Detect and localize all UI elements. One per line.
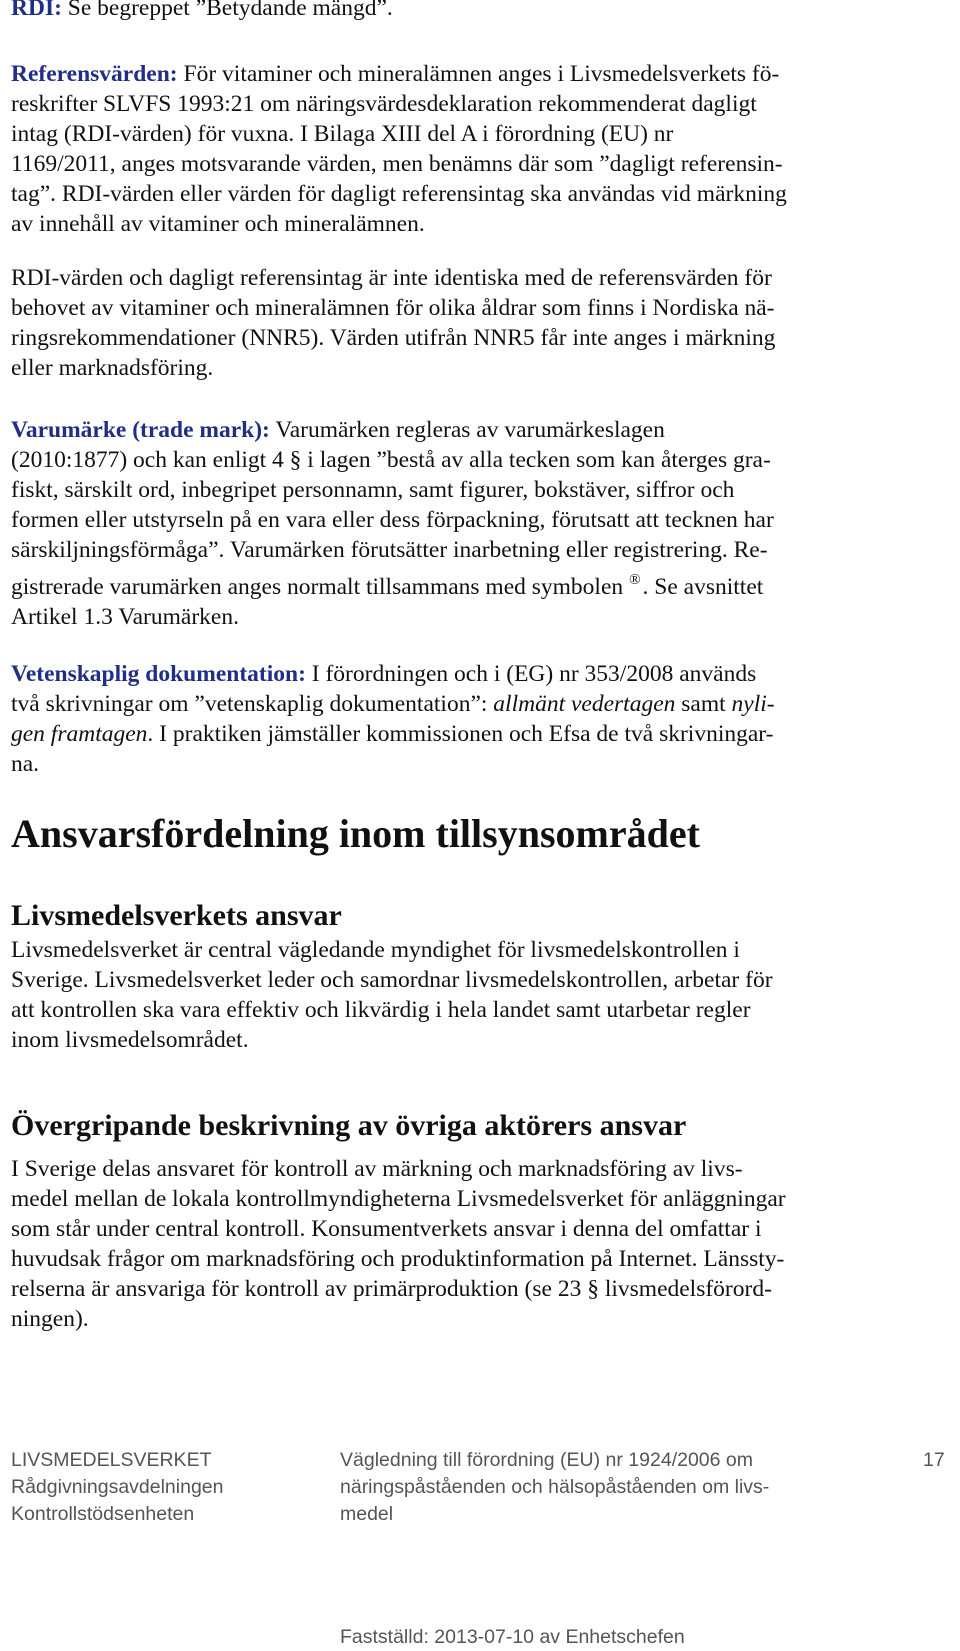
text-line: . Se avsnittet [642,574,764,600]
footer-organization [11,1447,224,1528]
rdi-term: RDI: [11,0,62,21]
footer-line: Rådgivningsavdelningen [11,1476,224,1498]
text-line: RDI-värden och dagligt referensintag är inte identiska med de referensvärden för [11,265,772,291]
text-line: I förordningen och i (EG) nr 353/2008 används [305,661,757,687]
text-line: särskiljningsförmåga”. Varumärken förutsätter inarbetning eller registrering. Re- [11,537,768,563]
text-line: Varumärken regleras av varumärkeslagen [269,417,665,443]
text-line: att kontrollen ska vara effektiv och likvärdig i hela landet samt utarbetar regler [11,997,751,1023]
text-line: intag (RDI-värden) för vuxna. I Bilaga XIII del A i förordning (EU) nr [11,121,674,147]
section-heading-ovriga-aktorer: Övergripande beskrivning av övriga aktörers ansvar [11,1109,687,1142]
text-line: Livsmedelsverket är central vägledande myndighet för livsmedelskontrollen i [11,937,740,963]
text-line: samt [675,691,732,717]
text-line: tag”. RDI-värden eller värden för dagligt referensintag ska användas vid märkning [11,181,787,207]
main-heading: Ansvarsfördelning inom tillsynsområdet [11,811,700,856]
footer-line: medel [340,1503,394,1525]
rdi-nnr5-paragraph [11,263,775,383]
footer-line: Vägledning till förordning (EU) nr 1924/2006 om [340,1449,753,1471]
italic-phrase: nyli- [731,691,775,717]
footer-line: näringspåståenden och hälsopåståenden om livs- [340,1476,770,1498]
page-number: 17 [923,1449,945,1471]
text-line: ringsrekommendationer (NNR5). Värden utifrån NNR5 får inte anges i märkning [11,325,776,351]
italic-phrase: allmänt vedertagen [493,691,676,717]
text-line: fiskt, särskilt ord, inbegripet personnamn, samt figurer, bokstäver, siffror och [11,477,735,503]
footer-line: LIVSMEDELSVERKET [11,1449,212,1471]
text-line: behovet av vitaminer och mineralämnen för olika åldrar som finns i Nordiska nä- [11,295,775,321]
text-line: 1169/2011, anges motsvarande värden, men benämns där som ”dagligt referensin- [11,151,783,177]
text-line: formen eller utstyrseln på en vara eller dess förpackning, förutsatt att tecknen har [11,507,774,533]
text-line: inom livsmedelsområdet. [11,1027,249,1053]
text-line: För vitaminer och mineralämnen anges i Livsmedelsverkets fö- [177,61,780,87]
text-line: huvudsak frågor om marknadsföring och produktinformation på Internet. Länssty- [11,1246,785,1272]
text-line: medel mellan de lokala kontrollmyndigheterna Livsmedelsverket för anläggningar [11,1186,786,1212]
text-line: eller marknadsföring. [11,355,214,381]
ovriga-aktorer-paragraph [11,1154,786,1334]
livsmedelsverket-paragraph [11,935,773,1055]
text-line: relserna är ansvariga för kontroll av primärproduktion (se 23 § livsmedelsförord- [11,1276,772,1302]
referensvarden-term: Referensvärden: [11,61,178,87]
referensvarden-definition [11,59,787,239]
text-line: ningen). [11,1306,89,1332]
footer-line: Kontrollstödsenheten [11,1503,195,1525]
vetenskaplig-dokumentation-definition [11,659,775,779]
text-line: två skrivningar om ”vetenskaplig dokumentation”: [11,691,494,717]
rdi-text: Se begreppet ”Betydande mängd”. [61,0,393,21]
footer-approved: Fastställd: 2013-07-10 av Enhetschefen [340,1626,685,1648]
text-line: (2010:1877) och kan enligt 4 § i lagen ”bestå av alla tecken som kan återges gra- [11,447,771,473]
text-line: Artikel 1.3 Varumärken. [11,604,239,630]
registered-trademark-symbol: ® [629,572,641,588]
text-line: . I praktiken jämställer kommissionen och Efsa de två skrivningar- [147,721,774,747]
text-line: Sverige. Livsmedelsverket leder och samordnar livsmedelskontrollen, arbetar för [11,967,773,993]
text-line: na. [11,751,40,777]
italic-phrase: gen framtagen [11,721,148,747]
varumarke-definition [11,415,774,632]
rdi-definition [11,0,393,23]
text-line: reskrifter SLVFS 1993:21 om näringsvärdesdeklaration rekommenderat dagligt [11,91,757,117]
text-line: gistrerade varumärken anges normalt tillsammans med symbolen [11,574,624,600]
text-line: av innehåll av vitaminer och mineralämnen. [11,211,425,237]
footer-document-title [340,1447,769,1528]
vetenskaplig-term: Vetenskaplig dokumentation: [11,661,306,687]
text-line: I Sverige delas ansvaret för kontroll av märkning och marknadsföring av livs- [11,1156,743,1182]
text-line: som står under central kontroll. Konsumentverkets ansvar i denna del omfattar i [11,1216,762,1242]
section-heading-livsmedelsverket: Livsmedelsverkets ansvar [11,899,342,932]
varumarke-term: Varumärke (trade mark): [11,417,270,443]
